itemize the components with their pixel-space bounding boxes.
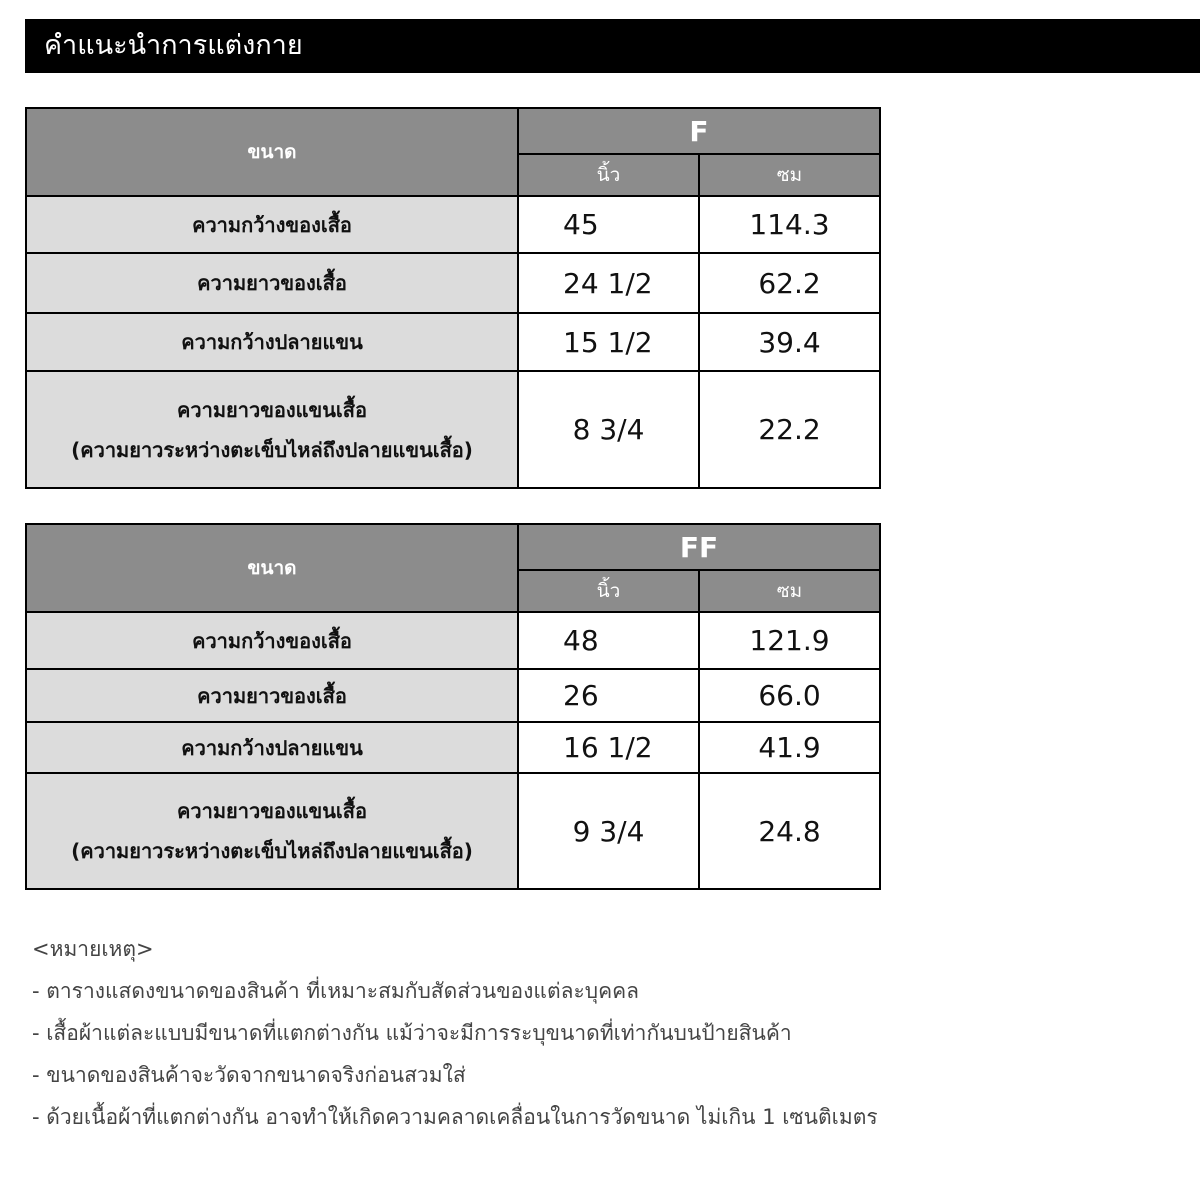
note-item: - ขนาดของสินค้าจะวัดจากขนาดจริงก่อนสวมใส่ (32, 1063, 466, 1087)
row-label: ความยาวของเสื้อ (26, 253, 518, 313)
row-label: ความกว้างปลายแขน (26, 722, 518, 773)
table-row (26, 313, 880, 371)
size-name-header: F (518, 108, 880, 154)
value-inch: 9 3/4 (518, 773, 699, 889)
unit-cm-header: ซม (699, 570, 880, 612)
row-label (26, 371, 518, 488)
size-label-header: ขนาด (26, 524, 518, 612)
size-table-f (25, 107, 881, 489)
size-name-header: FF (518, 524, 880, 570)
row-label: ความกว้างของเสื้อ (26, 196, 518, 253)
table-row (26, 612, 880, 669)
table-row (26, 773, 880, 889)
note-item: - เสื้อผ้าแต่ละแบบมีขนาดที่แตกต่างกัน แม้ว่าจะมีการระบุขนาดที่เท่ากันบนป้ายสินค้า (32, 1021, 792, 1045)
value-inch: 8 3/4 (518, 371, 699, 488)
table-row (26, 371, 880, 488)
value-inch: 15 1/2 (518, 313, 699, 371)
size-label-header: ขนาด (26, 108, 518, 196)
row-label-main: ความยาวของแขนเสื้อ (177, 799, 367, 823)
unit-inch-header: นิ้ว (518, 154, 699, 196)
value-cm: 24.8 (699, 773, 880, 889)
value-cm: 66.0 (699, 669, 880, 722)
size-table-ff (25, 523, 881, 890)
row-label (26, 773, 518, 889)
value-cm: 41.9 (699, 722, 880, 773)
notes-heading: <หมายเหตุ> (32, 937, 154, 961)
note-item: - ตารางแสดงขนาดของสินค้า ที่เหมาะสมกับสัดส่วนของแต่ละบุคคล (32, 979, 640, 1003)
row-label: ความยาวของเสื้อ (26, 669, 518, 722)
note-item: - ด้วยเนื้อผ้าที่แตกต่างกัน อาจทำให้เกิดความคลาดเคลื่อนในการวัดขนาด ไม่เกิน 1 เซนติเมตร (32, 1105, 878, 1129)
row-label-sub: (ความยาวระหว่างตะเข็บไหล่ถึงปลายแขนเสื้อ) (71, 839, 473, 863)
value-inch: 16 1/2 (518, 722, 699, 773)
table-row (26, 196, 880, 253)
table-row (26, 669, 880, 722)
value-cm: 22.2 (699, 371, 880, 488)
unit-cm-header: ซม (699, 154, 880, 196)
table-row (26, 253, 880, 313)
value-cm: 121.9 (699, 612, 880, 669)
table-row (26, 722, 880, 773)
row-label: ความกว้างของเสื้อ (26, 612, 518, 669)
notes-section (32, 928, 878, 1138)
value-cm: 39.4 (699, 313, 880, 371)
unit-inch-header: นิ้ว (518, 570, 699, 612)
row-label-main: ความยาวของแขนเสื้อ (177, 397, 367, 422)
value-inch: 26 (518, 669, 699, 722)
value-inch: 24 1/2 (518, 253, 699, 313)
row-label-sub: (ความยาวระหว่างตะเข็บไหล่ถึงปลายแขนเสื้อ) (71, 437, 473, 462)
page-title: คำแนะนำการแต่งกาย (25, 19, 1200, 73)
row-label: ความกว้างปลายแขน (26, 313, 518, 371)
value-cm: 114.3 (699, 196, 880, 253)
value-cm: 62.2 (699, 253, 880, 313)
value-inch: 48 (518, 612, 699, 669)
value-inch: 45 (518, 196, 699, 253)
